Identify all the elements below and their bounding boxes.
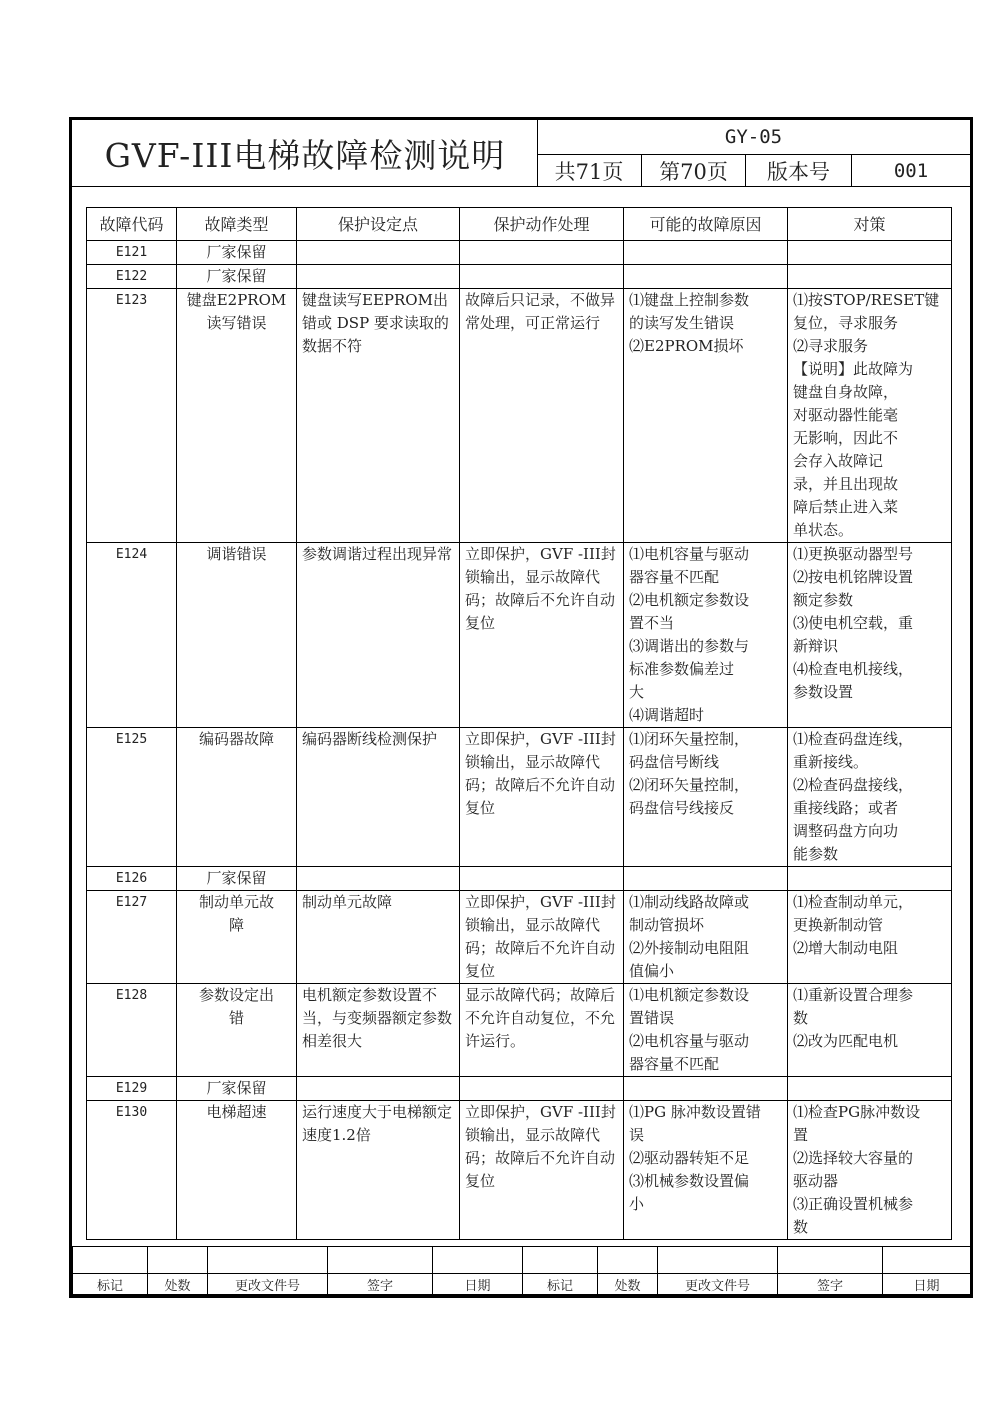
fault-code: E129 [87,1077,177,1101]
possible-cause [624,241,788,265]
footer-label: 签字 [778,1274,883,1295]
fault-type: 厂家保留 [177,1077,297,1101]
table-row [87,728,952,867]
protection-action [460,265,624,289]
countermeasure [788,867,952,891]
protection-action: 立即保护，GVF -III封锁输出，显示故障代码；故障后不允许自动复位 [460,543,624,728]
protection-setpoint [297,265,460,289]
footer-label: 标记 [73,1274,148,1295]
possible-cause: ⑴PG 脉冲数设置错 误 ⑵驱动器转矩不足 ⑶机械参数设置偏 小 [624,1101,788,1240]
protection-action: 显示故障代码；故障后不允许自动复位，不允许运行。 [460,984,624,1077]
footer-label: 日期 [883,1274,971,1295]
col-protection-action: 保护动作处理 [460,208,624,241]
table-row [87,891,952,984]
footer-label: 处数 [598,1274,658,1295]
protection-setpoint [297,867,460,891]
protection-action [460,867,624,891]
blank-cell [433,1247,523,1274]
countermeasure [788,241,952,265]
version-label: 版本号 [767,159,830,184]
fault-code: E127 [87,891,177,984]
protection-setpoint: 编码器断线检测保护 [297,728,460,867]
countermeasure: ⑴检查码盘连线， 重新接线。 ⑵检查码盘接线， 重接线路；或者 调整码盘方向功 能参数 [788,728,952,867]
footer-label: 签字 [328,1274,433,1295]
protection-action: 故障后只记录，不做异常处理，可正常运行 [460,289,624,543]
table-row [87,867,952,891]
protection-setpoint: 制动单元故障 [297,891,460,984]
col-countermeasure: 对策 [788,208,952,241]
table-row [87,289,952,543]
fault-code: E126 [87,867,177,891]
table-row [87,543,952,728]
fault-type: 编码器故障 [177,728,297,867]
blank-cell [523,1247,598,1274]
fault-type: 厂家保留 [177,265,297,289]
possible-cause [624,867,788,891]
col-possible-cause: 可能的故障原因 [624,208,788,241]
footer-label: 日期 [433,1274,523,1295]
countermeasure: ⑴按STOP/RESET键 复位，寻求服务 ⑵寻求服务 【说明】此故障为 键盘自身故障， 对驱动器性能毫 无影响，因此不 会存入故障记 录，并且出现故 障后禁止进入菜 单状态。 [788,289,952,543]
revision-footer [72,1246,971,1295]
fault-code: E121 [87,241,177,265]
fault-code: E122 [87,265,177,289]
countermeasure: ⑴更换驱动器型号 ⑵按电机铭牌设置 额定参数 ⑶使电机空载，重 新辩识 ⑷检查电机接线， 参数设置 [788,543,952,728]
fault-type: 厂家保留 [177,241,297,265]
doc-code: GY-05 [724,126,783,148]
fault-type: 调谐错误 [177,543,297,728]
protection-setpoint: 参数调谐过程出现异常 [297,543,460,728]
col-protection-setpoint: 保护设定点 [297,208,460,241]
possible-cause: ⑴键盘上控制参数 的读写发生错误 ⑵E2PROM损坏 [624,289,788,543]
blank-cell [73,1247,148,1274]
footer-label: 标记 [523,1274,598,1295]
table-row [87,984,952,1077]
blank-cell [658,1247,778,1274]
countermeasure [788,265,952,289]
blank-cell [208,1247,328,1274]
blank-cell [328,1247,433,1274]
possible-cause: ⑴制动线路故障或 制动管损坏 ⑵外接制动电阻阻 值偏小 [624,891,788,984]
possible-cause: ⑴电机容量与驱动 器容量不匹配 ⑵电机额定参数设 置不当 ⑶调谐出的参数与 标准参数偏差过 大 ⑷调谐超时 [624,543,788,728]
col-fault-type: 故障类型 [177,208,297,241]
countermeasure: ⑴重新设置合理参 数 ⑵改为匹配电机 [788,984,952,1077]
blank-cell [883,1247,971,1274]
header-bottom-line [72,186,970,187]
fault-code: E130 [87,1101,177,1240]
protection-action: 立即保护，GVF -III封锁输出，显示故障代码；故障后不允许自动复位 [460,728,624,867]
fault-code: E123 [87,289,177,543]
table-row [87,241,952,265]
footer-label: 更改文件号 [658,1274,778,1295]
protection-action: 立即保护，GVF -III封锁输出，显示故障代码；故障后不允许自动复位 [460,891,624,984]
protection-action [460,1077,624,1101]
protection-action [460,241,624,265]
protection-setpoint [297,241,460,265]
fault-type: 参数设定出 错 [177,984,297,1077]
fault-table [86,207,952,1240]
table-row [87,265,952,289]
possible-cause: ⑴电机额定参数设 置错误 ⑵电机容量与驱动 器容量不匹配 [624,984,788,1077]
page-number: 第70页 [659,159,728,184]
revision-blank-row [73,1247,971,1274]
possible-cause [624,265,788,289]
blank-cell [778,1247,883,1274]
footer-label: 更改文件号 [208,1274,328,1295]
protection-setpoint [297,1077,460,1101]
col-fault-code: 故障代码 [87,208,177,241]
fault-type: 制动单元故 障 [177,891,297,984]
fault-type: 键盘E2PROM 读写错误 [177,289,297,543]
protection-setpoint: 键盘读写EEPROM出错或 DSP 要求读取的数据不符 [297,289,460,543]
table-row [87,1077,952,1101]
countermeasure [788,1077,952,1101]
blank-cell [598,1247,658,1274]
version-value: 001 [893,159,929,182]
fault-code: E124 [87,543,177,728]
table-row [87,1101,952,1240]
possible-cause [624,1077,788,1101]
fault-type: 厂家保留 [177,867,297,891]
fault-code: E128 [87,984,177,1077]
total-pages: 共71页 [554,159,624,184]
document-title: GVF-III电梯故障检测说明 [104,135,506,175]
protection-action: 立即保护，GVF -III封锁输出，显示故障代码；故障后不允许自动复位 [460,1101,624,1240]
fault-type: 电梯超速 [177,1101,297,1240]
possible-cause: ⑴闭环矢量控制， 码盘信号断线 ⑵闭环矢量控制， 码盘信号线接反 [624,728,788,867]
protection-setpoint: 电机额定参数设置不当，与变频器额定参数相差很大 [297,984,460,1077]
countermeasure: ⑴检查制动单元， 更换新制动管 ⑵增大制动电阻 [788,891,952,984]
table-header-row [87,208,952,241]
countermeasure: ⑴检查PG脉冲数设 置 ⑵选择较大容量的 驱动器 ⑶正确设置机械参 数 [788,1101,952,1240]
footer-label: 处数 [148,1274,208,1295]
revision-label-row [73,1274,971,1295]
protection-setpoint: 运行速度大于电梯额定速度1.2倍 [297,1101,460,1240]
blank-cell [148,1247,208,1274]
fault-code: E125 [87,728,177,867]
